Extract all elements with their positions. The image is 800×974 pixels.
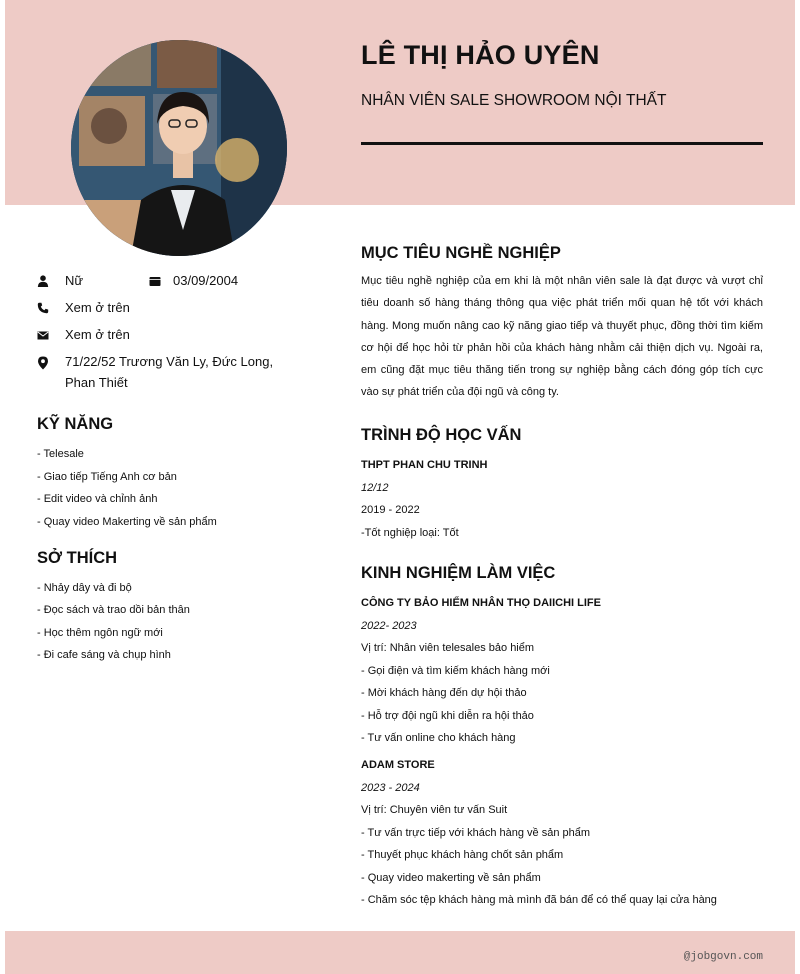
phone-icon bbox=[37, 302, 49, 314]
hobbies-list bbox=[37, 580, 327, 664]
contact-address bbox=[37, 351, 327, 393]
birthdate-value: 03/09/2004 bbox=[173, 273, 239, 288]
objective-text: Mục tiêu nghề nghiệp của em khi là một nhân viên sale là đạt được và vượt chỉ tiêu doanh số hàng tháng thông qua việc phát triển mối quan hệ tốt với khách hàng. Mong muốn nâng cao kỹ năng giao tiếp và thuyết phục, đồng thời tìm kiếm cơ hội để học hỏi từ phản hồi của khách hàng nhằm cải thiện dịch vụ. Ngoài ra, em cũng đặt mục tiêu thăng tiến trong sự nghiệp bằng cách đóng góp tích cực vào sự phát triển của đội ngũ và công ty. bbox=[361, 275, 763, 399]
profile-photo bbox=[71, 40, 287, 256]
hobby-item: - Nhảy dây và đi bộ bbox=[37, 581, 132, 594]
hobby-item: - Học thêm ngôn ngữ mới bbox=[37, 626, 163, 639]
job-duty: - Chăm sóc tệp khách hàng mà mình đã bán để có thể quay lại cửa hàng bbox=[361, 894, 717, 906]
job-position: Vị trí: Chuyên viên tư vấn Suit bbox=[361, 804, 508, 816]
hobby-item: - Đi cafe sáng và chụp hình bbox=[37, 649, 171, 661]
person-icon bbox=[37, 275, 49, 287]
experience-heading: KINH NGHIỆM LÀM VIỆC bbox=[361, 564, 556, 582]
skills-list bbox=[37, 446, 327, 530]
job-duty: - Quay video makerting về sản phẩm bbox=[361, 871, 541, 884]
skill-item: - Giao tiếp Tiếng Anh cơ bản bbox=[37, 470, 177, 483]
skill-item: - Telesale bbox=[37, 448, 84, 460]
gender-value: Nữ bbox=[65, 273, 84, 288]
education-grade: 12/12 bbox=[361, 481, 389, 494]
title-divider bbox=[361, 142, 763, 145]
contact-email bbox=[37, 324, 327, 345]
job-entry bbox=[361, 757, 763, 908]
education-heading: TRÌNH ĐỘ HỌC VẤN bbox=[361, 426, 522, 444]
footer-band bbox=[5, 931, 795, 974]
objective-section bbox=[361, 244, 763, 404]
hobbies-heading: SỞ THÍCH bbox=[37, 548, 118, 567]
contact-gender-birthdate bbox=[37, 270, 327, 291]
job-entry bbox=[361, 595, 763, 746]
location-pin-icon bbox=[37, 356, 49, 368]
phone-value: Xem ở trên bbox=[65, 300, 130, 315]
job-duty: - Thuyết phục khách hàng chốt sản phẩm bbox=[361, 849, 564, 861]
education-result: -Tốt nghiệp loại: Tốt bbox=[361, 526, 459, 539]
hobby-item: - Đọc sách và trao dồi bản thân bbox=[37, 604, 190, 616]
job-duty: - Hỗ trợ đội ngũ khi diễn ra hội thảo bbox=[361, 709, 534, 722]
candidate-job-title: NHÂN VIÊN SALE SHOWROOM NỘI THẤT bbox=[361, 92, 667, 109]
objective-heading: MỤC TIÊU NGHỀ NGHIỆP bbox=[361, 244, 561, 262]
left-column bbox=[37, 270, 327, 670]
email-value: Xem ở trên bbox=[65, 327, 130, 342]
skill-item: - Edit video và chỉnh ảnh bbox=[37, 493, 158, 505]
experience-jobs bbox=[361, 595, 763, 908]
candidate-name: LÊ THỊ HẢO UYÊN bbox=[361, 40, 600, 70]
footer-watermark: @jobgovn.com bbox=[683, 951, 763, 963]
calendar-icon bbox=[149, 275, 161, 287]
job-company: ADAM STORE bbox=[361, 759, 435, 771]
job-duty: - Tư vấn trực tiếp với khách hàng về sản phẩm bbox=[361, 826, 591, 839]
job-period: 2023 - 2024 bbox=[361, 781, 420, 794]
job-company: CÔNG TY BẢO HIỂM NHÂN THỌ DAIICHI LIFE bbox=[361, 597, 601, 609]
job-duty: - Gọi điện và tìm kiếm khách hàng mới bbox=[361, 664, 550, 677]
education-school: THPT PHAN CHU TRINH bbox=[361, 459, 488, 471]
resume-page bbox=[5, 0, 795, 974]
skill-item: - Quay video Makerting về sản phẩm bbox=[37, 515, 217, 528]
contact-phone bbox=[37, 297, 327, 318]
job-position: Vị trí: Nhân viên telesales bảo hiểm bbox=[361, 642, 535, 654]
education-years: 2019 - 2022 bbox=[361, 504, 420, 516]
job-duty: - Mời khách hàng đến dự hội thảo bbox=[361, 687, 527, 699]
address-value: 71/22/52 Trương Văn Ly, Đức Long, Phan Thiết bbox=[65, 354, 274, 390]
skills-heading: KỸ NĂNG bbox=[37, 415, 114, 433]
education-section bbox=[361, 426, 763, 547]
envelope-icon bbox=[37, 329, 49, 341]
job-duty: - Tư vấn online cho khách hàng bbox=[361, 732, 516, 744]
experience-section bbox=[361, 564, 763, 915]
job-period: 2022- 2023 bbox=[361, 619, 417, 632]
